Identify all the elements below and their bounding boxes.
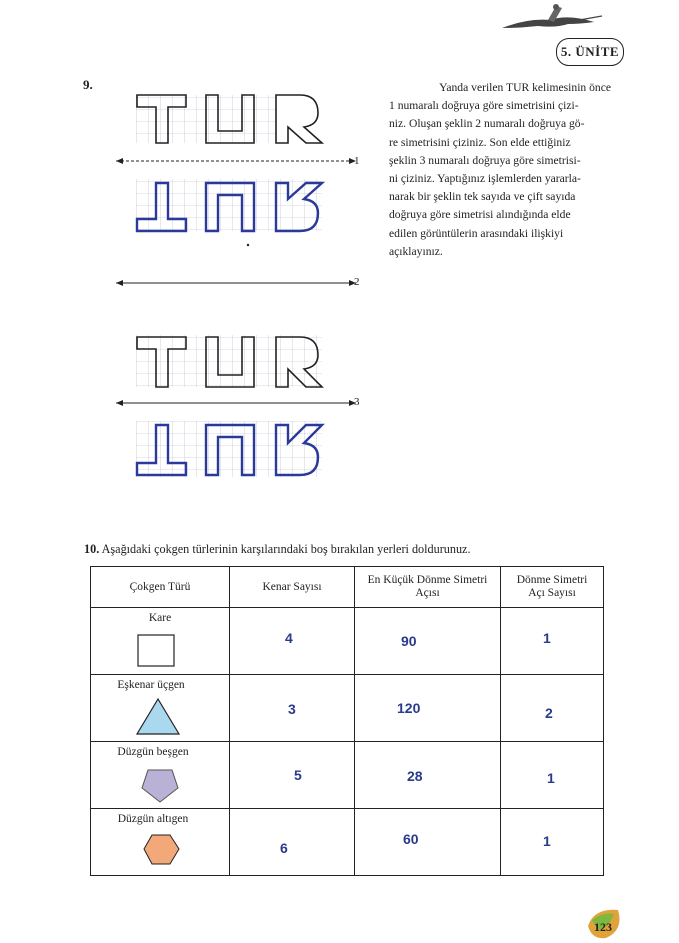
count-answer: 2 — [545, 705, 553, 721]
angle-answer: 120 — [397, 700, 421, 716]
angle-cell[interactable] — [355, 608, 501, 675]
header-min-angle: En Küçük Dönme Simetri Açısı — [355, 567, 501, 608]
polygon-name: Düzgün altıgen — [117, 813, 189, 825]
header-polygon-type: Çokgen Türü — [91, 567, 230, 608]
paragraph-line: Yanda verilen TUR kelimesinin önce — [439, 81, 611, 94]
paragraph-line: şeklin 3 numaralı doğruya göre simetrisi- — [389, 153, 581, 167]
polygon-name: Düzgün beşgen — [117, 746, 189, 758]
sides-answer: 5 — [294, 767, 302, 783]
sides-cell[interactable] — [230, 608, 355, 675]
paragraph-line: ni çiziniz. Yaptığınız işlemlerden yararla- — [389, 172, 581, 186]
count-answer: 1 — [543, 630, 551, 646]
stork-icon — [498, 2, 608, 42]
count-cell[interactable] — [501, 809, 604, 876]
paragraph-line: 1 numaralı doğruya göre simetrisini çizi- — [389, 99, 579, 113]
count-answer: 1 — [547, 770, 555, 786]
word-tur-reflected-second — [136, 421, 322, 477]
sides-answer: 3 — [288, 701, 296, 717]
sides-answer: 6 — [280, 840, 288, 856]
count-answer: 1 — [543, 833, 551, 849]
angle-answer: 60 — [403, 831, 419, 847]
sides-answer: 4 — [285, 630, 293, 646]
polygon-name: Kare — [148, 612, 172, 624]
line-label-1: 1 — [354, 155, 360, 167]
angle-answer: 28 — [407, 768, 423, 784]
pentagon-icon — [140, 768, 180, 804]
table-row — [91, 809, 604, 876]
table-header-row — [91, 567, 604, 608]
word-tur-original — [136, 95, 322, 143]
paragraph-line: re simetrisini çiziniz. Son elde ettiğiniz — [389, 135, 571, 149]
word-tur-second — [136, 335, 322, 387]
question-10-text: Aşağıdaki çokgen türlerinin karşılarındaki boş bırakılan yerleri doldurunuz. — [101, 542, 471, 556]
angle-cell[interactable] — [355, 809, 501, 876]
sides-cell[interactable] — [230, 742, 355, 809]
angle-cell[interactable] — [355, 675, 501, 742]
sides-cell[interactable] — [230, 675, 355, 742]
polygon-cell — [91, 809, 230, 876]
paragraph-line: narak bir şeklin tek sayıda ve çift sayıda — [389, 190, 576, 204]
table-row — [91, 608, 604, 675]
question-10-number: 10. — [84, 542, 100, 556]
table-row — [91, 675, 604, 742]
page-number: 123 — [594, 920, 612, 934]
paragraph-line: niz. Oluşan şeklin 2 numaralı doğruya gö- — [389, 117, 585, 131]
count-cell[interactable] — [501, 675, 604, 742]
polygon-cell — [91, 742, 230, 809]
count-cell[interactable] — [501, 608, 604, 675]
paragraph-line: açıklayınız. — [389, 244, 443, 258]
count-cell[interactable] — [501, 742, 604, 809]
polygon-name: Eşkenar üçgen — [117, 679, 185, 691]
hexagon-icon — [143, 833, 181, 867]
symmetry-drawing — [100, 85, 370, 505]
polygon-cell — [91, 608, 230, 675]
table-row — [91, 742, 604, 809]
header-side-count: Kenar Sayısı — [230, 567, 355, 608]
sides-cell[interactable] — [230, 809, 355, 876]
angle-cell[interactable] — [355, 742, 501, 809]
question-9-number: 9. — [83, 77, 93, 92]
angle-answer: 90 — [401, 633, 417, 649]
line-label-3: 3 — [354, 396, 360, 408]
polygon-cell — [91, 675, 230, 742]
paragraph-line: edilen görüntülerin arasındaki ilişkiyi — [389, 226, 564, 240]
word-tur-reflected — [136, 179, 322, 231]
polygon-table — [90, 566, 604, 876]
question-10 — [84, 542, 471, 557]
question-9-text — [389, 79, 611, 261]
line-label-2: 2 — [354, 276, 360, 288]
header-angle-count: Dönme Simetri Açı Sayısı — [501, 567, 604, 608]
unit-badge: 5. ÜNİTE — [556, 38, 624, 66]
square-icon — [137, 634, 177, 668]
triangle-icon — [135, 697, 181, 737]
paragraph-line: doğruya göre simetrisi alındığında elde — [389, 208, 571, 222]
